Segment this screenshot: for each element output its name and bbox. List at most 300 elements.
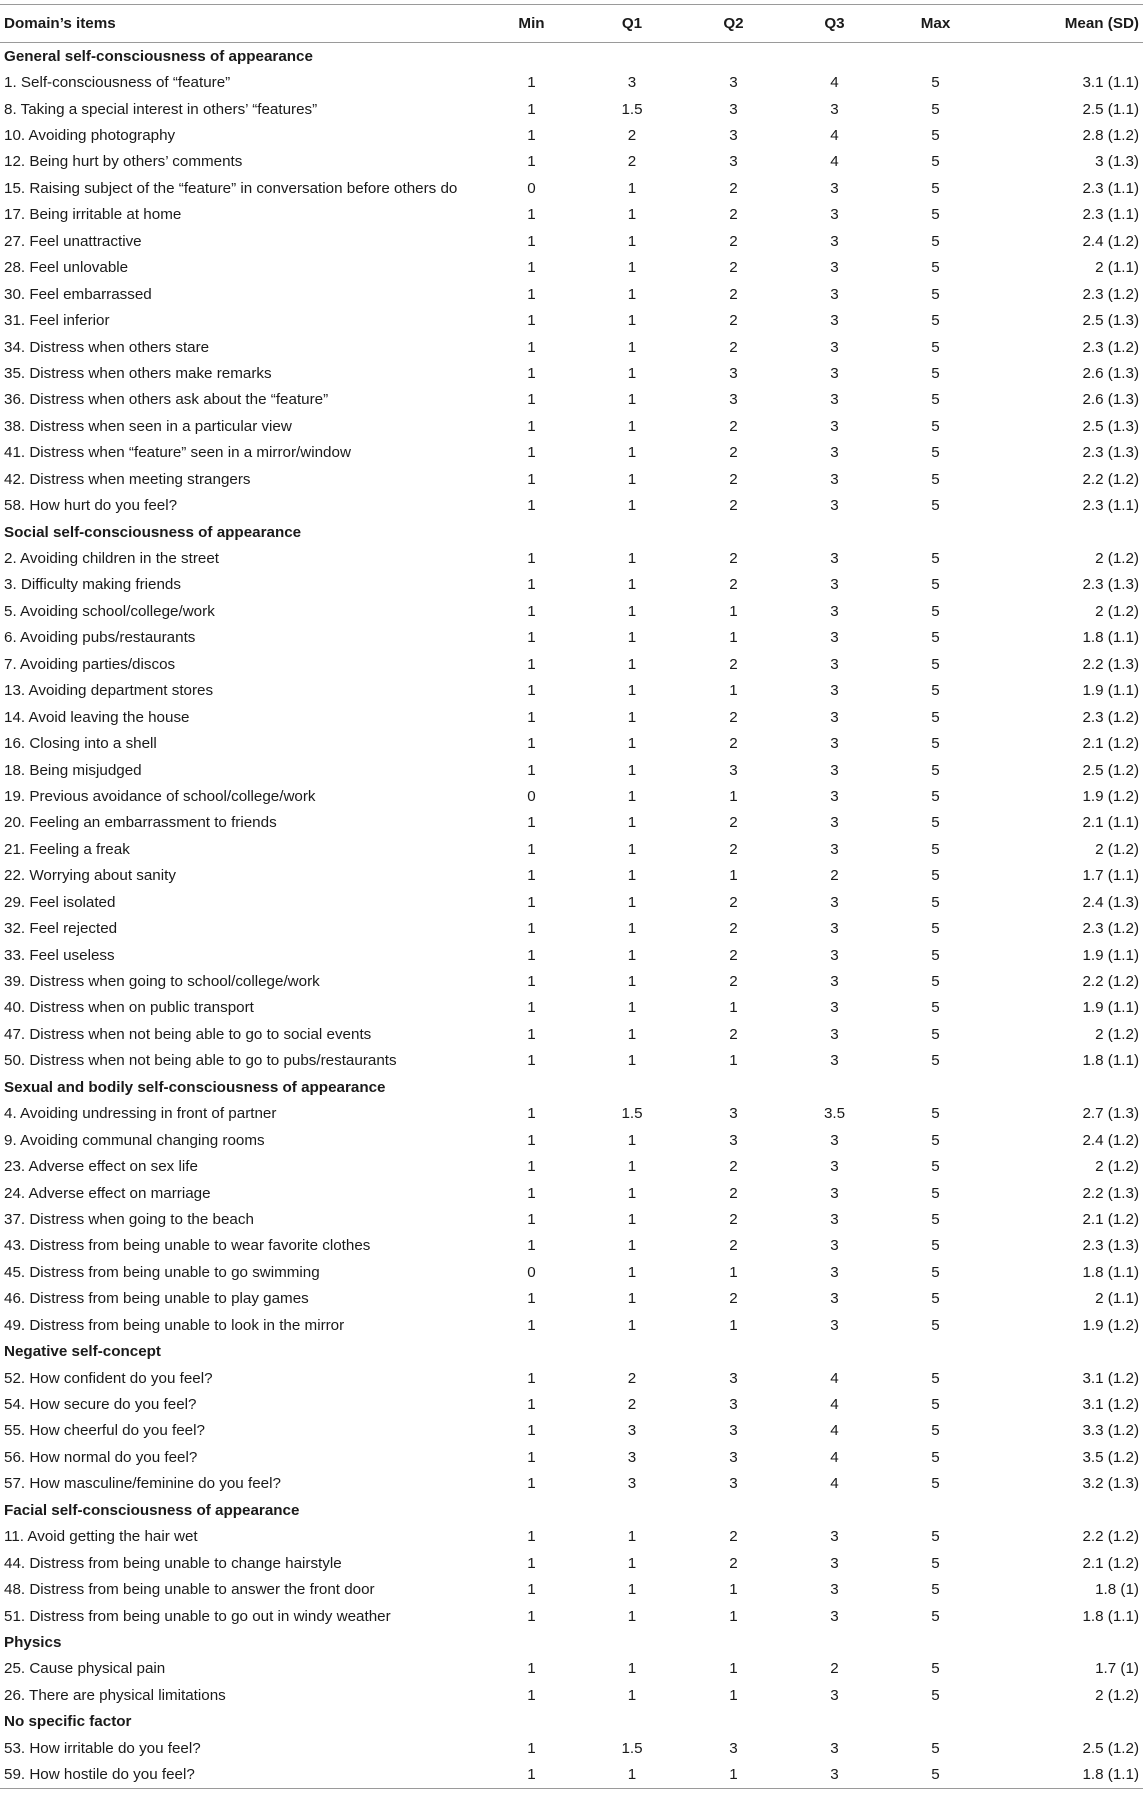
table-row <box>0 1391 1143 1417</box>
min-cell: 1 <box>527 973 536 991</box>
mean-sd-cell: 3 (1.3) <box>1095 153 1139 171</box>
q1-cell: 1 <box>627 602 637 620</box>
q1-cell: 1 <box>627 1210 637 1228</box>
min-cell: 1 <box>527 470 536 488</box>
table-row <box>0 360 1143 386</box>
section-title: Social self-consciousness of appearance <box>4 523 302 541</box>
q2-cell: 1 <box>729 999 738 1017</box>
q3-cell: 3 <box>830 470 839 488</box>
max-cell: 5 <box>931 1475 940 1493</box>
header-q1: Q1 <box>581 5 683 43</box>
item-cell: 18. Being misjudged <box>4 761 142 779</box>
q3-cell: 3 <box>830 893 839 911</box>
table-row <box>0 175 1143 201</box>
section-title: Sexual and bodily self-consciousness of appearance <box>4 1078 386 1096</box>
q1-cell: 1 <box>627 550 637 568</box>
mean-sd-cell: 2 (1.1) <box>1095 259 1139 277</box>
q1-cell: 1 <box>627 417 637 435</box>
item-cell: 10. Avoiding photography <box>4 127 176 145</box>
table-row <box>0 598 1143 624</box>
q1-cell: 1 <box>627 444 637 462</box>
q3-cell: 3 <box>830 1686 839 1704</box>
table-row <box>0 863 1143 889</box>
mean-sd-cell: 2.2 (1.2) <box>1082 470 1139 488</box>
item-cell: 54. How secure do you feel? <box>4 1396 197 1414</box>
mean-sd-cell: 2 (1.2) <box>1095 602 1139 620</box>
q3-cell: 4 <box>830 1448 839 1466</box>
q1-cell: 1 <box>627 1316 637 1334</box>
q1-cell: 1 <box>627 1263 637 1281</box>
max-cell: 5 <box>931 629 940 647</box>
table-row <box>0 1048 1143 1074</box>
q1-cell: 1 <box>627 1237 637 1255</box>
q3-cell: 2 <box>830 867 839 885</box>
min-cell: 1 <box>527 682 536 700</box>
q3-cell: 3 <box>830 1290 839 1308</box>
max-cell: 5 <box>931 973 940 991</box>
max-cell: 5 <box>931 1554 940 1572</box>
q3-cell: 3 <box>830 1025 839 1043</box>
q2-cell: 2 <box>729 232 738 250</box>
q3-cell: 3 <box>830 814 839 832</box>
q1-cell: 1 <box>581 1761 683 1788</box>
item-cell: 45. Distress from being unable to go swimming <box>4 1263 320 1281</box>
q1-cell: 1 <box>627 682 637 700</box>
mean-sd-cell: 2.3 (1.3) <box>1082 1237 1139 1255</box>
max-cell: 5 <box>931 920 940 938</box>
q2-cell: 2 <box>729 444 738 462</box>
q2-cell: 3 <box>729 1448 738 1466</box>
q2-cell: 2 <box>729 259 738 277</box>
table-row <box>0 413 1143 439</box>
max-cell: 5 <box>931 1025 940 1043</box>
item-cell: 5. Avoiding school/college/work <box>4 602 215 620</box>
item-cell: 32. Feel rejected <box>4 920 118 938</box>
table-row <box>0 625 1143 651</box>
q3-cell: 4 <box>830 1422 839 1440</box>
min-cell: 1 <box>527 999 536 1017</box>
mean-sd-cell: 1.9 (1.1) <box>1082 682 1139 700</box>
mean-sd-cell: 2.1 (1.2) <box>1082 1210 1139 1228</box>
q3-cell: 4 <box>830 1475 839 1493</box>
q3-cell: 3 <box>830 1316 839 1334</box>
item-cell: 57. How masculine/feminine do you feel? <box>4 1475 281 1493</box>
min-cell: 1 <box>527 1686 536 1704</box>
q2-cell: 1 <box>729 787 738 805</box>
q2-cell: 3 <box>729 127 738 145</box>
q1-cell: 1 <box>627 735 637 753</box>
min-cell: 1 <box>527 1739 536 1757</box>
max-cell: 5 <box>931 787 940 805</box>
table-row <box>0 1603 1143 1629</box>
q2-cell: 1 <box>729 602 738 620</box>
min-cell: 1 <box>527 629 536 647</box>
max-cell: 5 <box>931 1528 940 1546</box>
q1-cell: 1 <box>627 1025 637 1043</box>
table-row <box>0 757 1143 783</box>
q2-cell: 2 <box>729 1025 738 1043</box>
table-row <box>0 889 1143 915</box>
min-cell: 1 <box>527 1422 536 1440</box>
max-cell: 5 <box>931 497 940 515</box>
max-cell: 5 <box>931 153 940 171</box>
min-cell: 1 <box>527 1290 536 1308</box>
q2-cell: 3 <box>729 391 738 409</box>
item-cell: 28. Feel unlovable <box>4 259 129 277</box>
q3-cell: 3 <box>830 1131 839 1149</box>
max-cell: 5 <box>931 100 940 118</box>
q3-cell: 3 <box>830 100 839 118</box>
item-cell: 29. Feel isolated <box>4 893 116 911</box>
table-row <box>0 307 1143 333</box>
item-cell: 21. Feeling a freak <box>4 840 130 858</box>
min-cell: 1 <box>527 444 536 462</box>
q2-cell: 2 <box>729 470 738 488</box>
q1-cell: 2 <box>627 127 637 145</box>
q1-cell: 1 <box>627 206 637 224</box>
q3-cell: 3 <box>830 735 839 753</box>
min-cell: 1 <box>527 312 536 330</box>
q2-cell: 3 <box>729 1422 738 1440</box>
q2-cell: 1 <box>729 867 738 885</box>
min-cell: 1 <box>527 1025 536 1043</box>
item-cell: 4. Avoiding undressing in front of partner <box>4 1105 277 1123</box>
domain-items-table <box>0 4 1143 1789</box>
table-row <box>0 783 1143 809</box>
q1-cell: 1 <box>627 999 637 1017</box>
table-row <box>0 1153 1143 1179</box>
mean-sd-cell: 2 (1.2) <box>1095 1158 1139 1176</box>
q3-cell: 3 <box>830 708 839 726</box>
q3-cell: 3 <box>830 364 839 382</box>
table-row <box>0 1656 1143 1682</box>
table-row <box>0 942 1143 968</box>
mean-sd-cell: 2.7 (1.3) <box>1082 1105 1139 1123</box>
min-cell: 0 <box>527 179 536 197</box>
q2-cell: 2 <box>729 206 738 224</box>
min-cell: 1 <box>527 232 536 250</box>
q1-cell: 1 <box>627 787 637 805</box>
mean-sd-cell: 3.5 (1.2) <box>1082 1448 1139 1466</box>
item-cell: 9. Avoiding communal changing rooms <box>4 1131 265 1149</box>
q2-cell: 2 <box>729 1158 738 1176</box>
mean-sd-cell: 2 (1.2) <box>1095 1025 1139 1043</box>
item-cell: 49. Distress from being unable to look in the mirror <box>4 1316 345 1334</box>
mean-sd-cell: 2.6 (1.3) <box>1082 391 1139 409</box>
q2-cell: 2 <box>729 179 738 197</box>
min-cell: 1 <box>527 1158 536 1176</box>
max-cell: 5 <box>931 1105 940 1123</box>
q2-cell: 2 <box>729 946 738 964</box>
table-row <box>0 387 1143 413</box>
max-cell: 5 <box>931 602 940 620</box>
q2-cell: 2 <box>729 1237 738 1255</box>
q2-cell: 2 <box>729 550 738 568</box>
min-cell: 1 <box>527 602 536 620</box>
min-cell: 1 <box>527 920 536 938</box>
q3-cell: 3 <box>830 179 839 197</box>
q1-cell: 1 <box>627 1660 637 1678</box>
max-cell: 5 <box>931 1290 940 1308</box>
q1-cell: 1.5 <box>621 1105 643 1123</box>
min-cell: 1 <box>527 840 536 858</box>
mean-sd-cell: 2.2 (1.3) <box>1082 1184 1139 1202</box>
section-title: Physics <box>4 1633 62 1651</box>
header-min: Min <box>482 5 581 43</box>
item-cell: 52. How confident do you feel? <box>4 1369 213 1387</box>
q2-cell: 2 <box>729 497 738 515</box>
q3-cell: 3 <box>830 444 839 462</box>
item-cell: 3. Difficulty making friends <box>4 576 181 594</box>
item-cell: 25. Cause physical pain <box>4 1660 166 1678</box>
max-cell: 5 <box>931 682 940 700</box>
min-cell: 1 <box>527 761 536 779</box>
mean-sd-cell: 2.8 (1.2) <box>1082 127 1139 145</box>
mean-sd-cell: 2.3 (1.3) <box>1082 444 1139 462</box>
item-cell: 39. Distress when going to school/college/work <box>4 973 320 991</box>
q1-cell: 1 <box>627 259 637 277</box>
q1-cell: 1 <box>627 179 637 197</box>
q3-cell: 3 <box>830 497 839 515</box>
q3-cell: 4 <box>830 74 839 92</box>
q3-cell: 3 <box>830 787 839 805</box>
q2-cell: 2 <box>729 814 738 832</box>
mean-sd-cell: 1.8 (1.1) <box>1082 1052 1139 1070</box>
q3-cell: 3 <box>830 1052 839 1070</box>
min-cell: 1 <box>527 1184 536 1202</box>
q3-cell: 3.5 <box>823 1105 846 1123</box>
table-row <box>0 281 1143 307</box>
min-cell: 1 <box>527 259 536 277</box>
min-cell: 1 <box>527 1581 536 1599</box>
item-cell: 19. Previous avoidance of school/college/work <box>4 787 316 805</box>
min-cell: 1 <box>527 946 536 964</box>
q3-cell: 3 <box>830 1739 839 1757</box>
mean-sd-cell: 2.3 (1.1) <box>1082 206 1139 224</box>
min-cell: 1 <box>527 285 536 303</box>
min-cell: 1 <box>527 1660 536 1678</box>
mean-sd-cell: 2.2 (1.3) <box>1082 655 1139 673</box>
table-row <box>0 1206 1143 1232</box>
min-cell: 1 <box>527 1396 536 1414</box>
table-row <box>0 810 1143 836</box>
table-row <box>0 1682 1143 1708</box>
table-row <box>0 1127 1143 1153</box>
table-row <box>0 545 1143 571</box>
q2-cell: 2 <box>729 1210 738 1228</box>
q1-cell: 1 <box>627 1184 637 1202</box>
mean-sd-cell: 1.8 (1.1) <box>1082 1263 1139 1281</box>
table-row <box>0 1259 1143 1285</box>
q1-cell: 1 <box>627 1052 637 1070</box>
mean-sd-cell: 2.3 (1.2) <box>1082 708 1139 726</box>
min-cell: 1 <box>527 1448 536 1466</box>
table-row <box>0 1761 1143 1788</box>
max-cell: 5 <box>931 1660 940 1678</box>
item-cell: 27. Feel unattractive <box>4 232 142 250</box>
min-cell: 0 <box>527 787 536 805</box>
item-cell: 59. How hostile do you feel? <box>0 1761 482 1788</box>
q1-cell: 2 <box>627 153 637 171</box>
min-cell: 1 <box>527 127 536 145</box>
max-cell: 5 <box>931 814 940 832</box>
header-q3: Q3 <box>784 5 885 43</box>
q3-cell: 3 <box>830 312 839 330</box>
max-cell: 5 <box>931 312 940 330</box>
q3-cell: 3 <box>830 338 839 356</box>
q3-cell: 3 <box>830 840 839 858</box>
q1-cell: 1 <box>627 1131 637 1149</box>
min-cell: 1 <box>527 100 536 118</box>
q3-cell: 3 <box>830 999 839 1017</box>
item-cell: 2. Avoiding children in the street <box>4 550 220 568</box>
min-cell: 1 <box>527 1105 536 1123</box>
q1-cell: 1 <box>627 629 637 647</box>
q1-cell: 1 <box>627 761 637 779</box>
max-cell: 5 <box>931 127 940 145</box>
item-cell: 13. Avoiding department stores <box>4 682 214 700</box>
item-cell: 7. Avoiding parties/discos <box>4 655 176 673</box>
q1-cell: 1 <box>627 1581 637 1599</box>
max-cell: 5 <box>931 1184 940 1202</box>
min-cell: 1 <box>527 1210 536 1228</box>
q3-cell: 3 <box>830 417 839 435</box>
table-row <box>0 730 1143 756</box>
q1-cell: 3 <box>627 74 637 92</box>
item-cell: 30. Feel embarrassed <box>4 285 152 303</box>
item-cell: 23. Adverse effect on sex life <box>4 1158 198 1176</box>
max-cell: 5 <box>931 708 940 726</box>
table-row <box>0 492 1143 518</box>
mean-sd-cell: 1.8 (1.1) <box>986 1761 1143 1788</box>
q2-cell: 3 <box>729 1739 738 1757</box>
max-cell: 5 <box>931 1237 940 1255</box>
max-cell: 5 <box>931 364 940 382</box>
min-cell: 1 <box>527 814 536 832</box>
q2-cell: 1 <box>729 1316 738 1334</box>
mean-sd-cell: 1.8 (1.1) <box>1082 1607 1139 1625</box>
mean-sd-cell: 1.7 (1.1) <box>1082 867 1139 885</box>
item-cell: 8. Taking a special interest in others’ “features” <box>4 100 318 118</box>
max-cell: 5 <box>931 735 940 753</box>
table-row <box>0 704 1143 730</box>
mean-sd-cell: 2.2 (1.2) <box>1082 973 1139 991</box>
q3-cell: 3 <box>830 920 839 938</box>
min-cell: 1 <box>527 364 536 382</box>
mean-sd-cell: 2.3 (1.3) <box>1082 576 1139 594</box>
q2-cell: 2 <box>729 338 738 356</box>
table-row <box>0 1365 1143 1391</box>
q1-cell: 1 <box>627 920 637 938</box>
q3-cell: 3 <box>830 1237 839 1255</box>
q2-cell: 2 <box>729 1554 738 1572</box>
table-row <box>0 1444 1143 1470</box>
q3-cell: 3 <box>830 1528 839 1546</box>
q2-cell: 1 <box>729 1052 738 1070</box>
q2-cell: 2 <box>729 973 738 991</box>
mean-sd-cell: 2.4 (1.3) <box>1082 893 1139 911</box>
table-row <box>0 1233 1143 1259</box>
mean-sd-cell: 2.5 (1.2) <box>1082 1739 1139 1757</box>
mean-sd-cell: 2.5 (1.3) <box>1082 417 1139 435</box>
min-cell: 1 <box>527 338 536 356</box>
q2-cell: 1 <box>729 1263 738 1281</box>
q1-cell: 1 <box>627 1607 637 1625</box>
section-header-row <box>0 1338 1143 1364</box>
min-cell: 1 <box>527 1528 536 1546</box>
max-cell: 5 <box>931 999 940 1017</box>
item-cell: 12. Being hurt by others’ comments <box>4 153 243 171</box>
mean-sd-cell: 1.9 (1.2) <box>1082 1316 1139 1334</box>
q3-cell: 3 <box>830 602 839 620</box>
q1-cell: 1.5 <box>621 1739 643 1757</box>
q3-cell: 4 <box>830 153 839 171</box>
mean-sd-cell: 2.3 (1.2) <box>1082 920 1139 938</box>
q3-cell: 4 <box>830 1396 839 1414</box>
q3-cell: 3 <box>830 576 839 594</box>
q1-cell: 1 <box>627 576 637 594</box>
q3-cell: 3 <box>830 1158 839 1176</box>
table-row <box>0 202 1143 228</box>
q1-cell: 1 <box>627 655 637 673</box>
max-cell: 5 <box>885 1761 986 1788</box>
q2-cell: 1 <box>729 682 738 700</box>
mean-sd-cell: 2 (1.2) <box>1095 550 1139 568</box>
section-header-row <box>0 519 1143 545</box>
max-cell: 5 <box>931 1739 940 1757</box>
item-cell: 43. Distress from being unable to wear favorite clothes <box>4 1237 371 1255</box>
min-cell: 1 <box>527 1237 536 1255</box>
table-row <box>0 228 1143 254</box>
max-cell: 5 <box>931 179 940 197</box>
header-q2: Q2 <box>683 5 784 43</box>
q1-cell: 1 <box>627 285 637 303</box>
table-row <box>0 651 1143 677</box>
max-cell: 5 <box>931 1052 940 1070</box>
table-row <box>0 1735 1143 1761</box>
q2-cell: 1 <box>729 629 738 647</box>
max-cell: 5 <box>931 338 940 356</box>
max-cell: 5 <box>931 391 940 409</box>
item-cell: 15. Raising subject of the “feature” in conversation before others do <box>4 179 458 197</box>
max-cell: 5 <box>931 1448 940 1466</box>
q3-cell: 3 <box>830 973 839 991</box>
item-cell: 20. Feeling an embarrassment to friends <box>4 814 277 832</box>
table-row <box>0 69 1143 95</box>
q2-cell: 3 <box>729 1131 738 1149</box>
table-row <box>0 968 1143 994</box>
q3-cell: 4 <box>830 1369 839 1387</box>
mean-sd-cell: 2.1 (1.2) <box>1082 735 1139 753</box>
q1-cell: 1 <box>627 470 637 488</box>
q1-cell: 3 <box>627 1475 637 1493</box>
mean-sd-cell: 3.2 (1.3) <box>1082 1475 1139 1493</box>
q3-cell: 3 <box>830 1554 839 1572</box>
q3-cell: 3 <box>830 1263 839 1281</box>
item-cell: 50. Distress when not being able to go to pubs/restaurants <box>4 1052 397 1070</box>
min-cell: 1 <box>527 893 536 911</box>
table-row <box>0 836 1143 862</box>
q2-cell: 3 <box>729 1105 738 1123</box>
mean-sd-cell: 2.3 (1.1) <box>1082 179 1139 197</box>
q2-cell: 2 <box>729 1528 738 1546</box>
q2-cell: 2 <box>729 417 738 435</box>
min-cell: 1 <box>527 708 536 726</box>
item-cell: 56. How normal do you feel? <box>4 1448 198 1466</box>
mean-sd-cell: 1.8 (1) <box>1095 1581 1139 1599</box>
max-cell: 5 <box>931 576 940 594</box>
q2-cell: 3 <box>729 761 738 779</box>
